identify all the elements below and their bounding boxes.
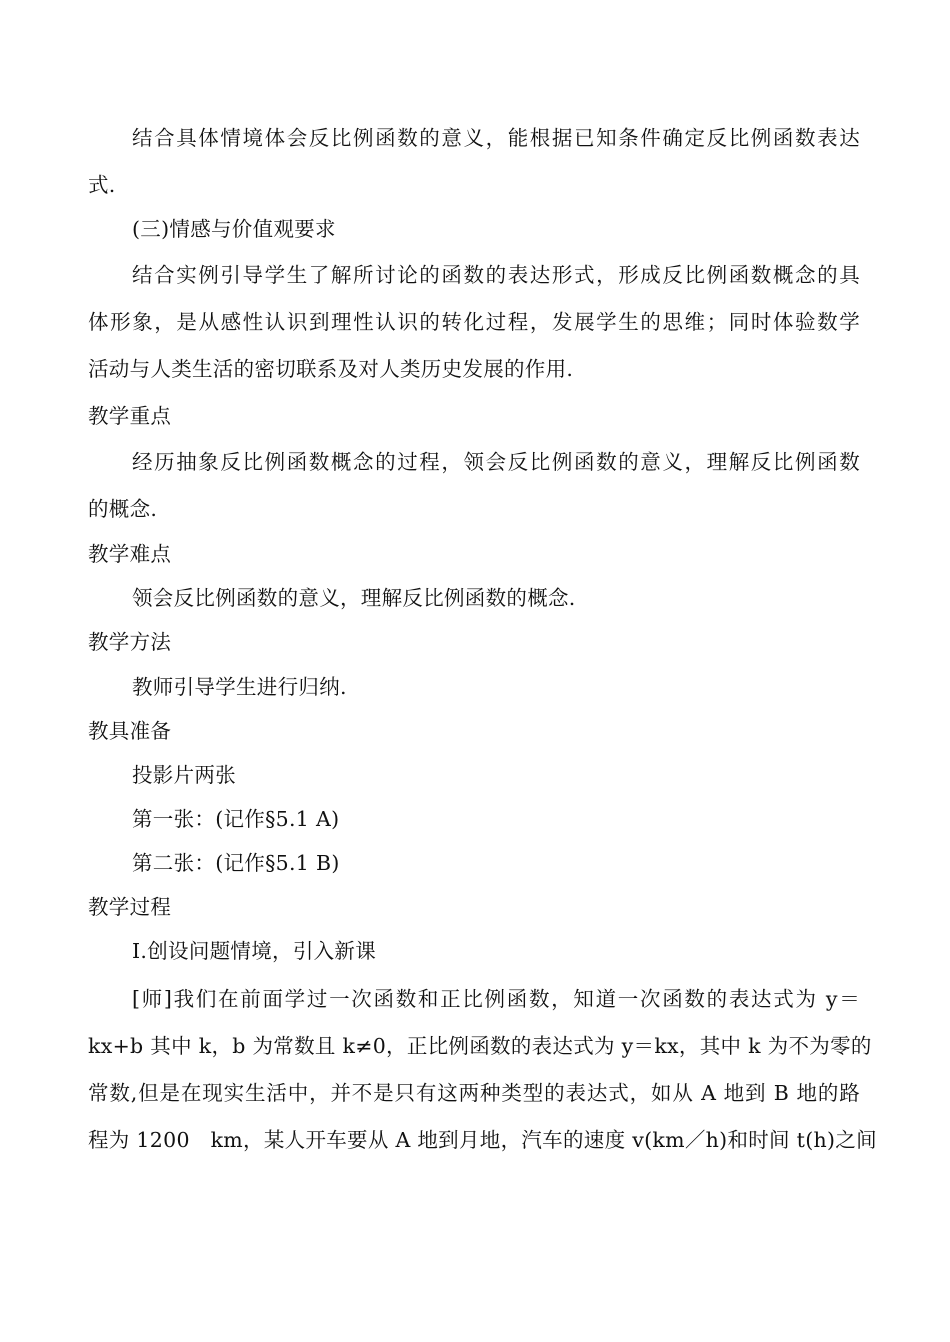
subsection-heading: Ⅰ.创设问题情境，引入新课 [132,939,377,963]
paragraph-line: 的概念. [88,497,158,521]
paragraph-line: 常数,但是在现实生活中，并不是只有这两种类型的表达式，如从 A 地到 B 地的路 [88,1081,860,1105]
paragraph-line: [师]我们在前面学过一次函数和正比例函数，知道一次函数的表达式为 y＝ [132,987,860,1011]
section-heading: 教学重点 [88,404,172,428]
paragraph-line: 第二张：(记作§5.1 B) [132,851,340,875]
paragraph-line: kx+b 其中 k，b 为常数且 k≠0，正比例函数的表达式为 y＝kx，其中 k 为不为零的 [88,1034,872,1058]
paragraph-line: 投影片两张 [132,763,236,787]
paragraph-line: 教师引导学生进行归纳. [132,675,347,699]
section-heading: 教学难点 [88,542,172,566]
paragraph-line: 体形象，是从感性认识到理性认识的转化过程，发展学生的思维；同时体验数学 [88,310,860,334]
paragraph-line: 经历抽象反比例函数概念的过程，领会反比例函数的意义，理解反比例函数 [132,450,860,474]
subsection-heading: (三)情感与价值观要求 [132,217,336,241]
section-heading: 教学方法 [88,630,172,654]
paragraph-line: 式. [88,173,116,197]
paragraph-line: 结合实例引导学生了解所讨论的函数的表达形式，形成反比例函数概念的具 [132,263,860,287]
paragraph-line: 第一张：(记作§5.1 A) [132,807,340,831]
paragraph-line: 领会反比例函数的意义，理解反比例函数的概念. [132,586,576,610]
paragraph-line: 活动与人类生活的密切联系及对人类历史发展的作用. [88,357,574,381]
paragraph-line: 结合具体情境体会反比例函数的意义，能根据已知条件确定反比例函数表达 [132,126,860,150]
section-heading: 教学过程 [88,895,172,919]
paragraph-line: 程为 1200 km，某人开车要从 A 地到月地，汽车的速度 v(km／h)和时间 t(h)之间 [88,1128,877,1152]
section-heading: 教具准备 [88,719,172,743]
